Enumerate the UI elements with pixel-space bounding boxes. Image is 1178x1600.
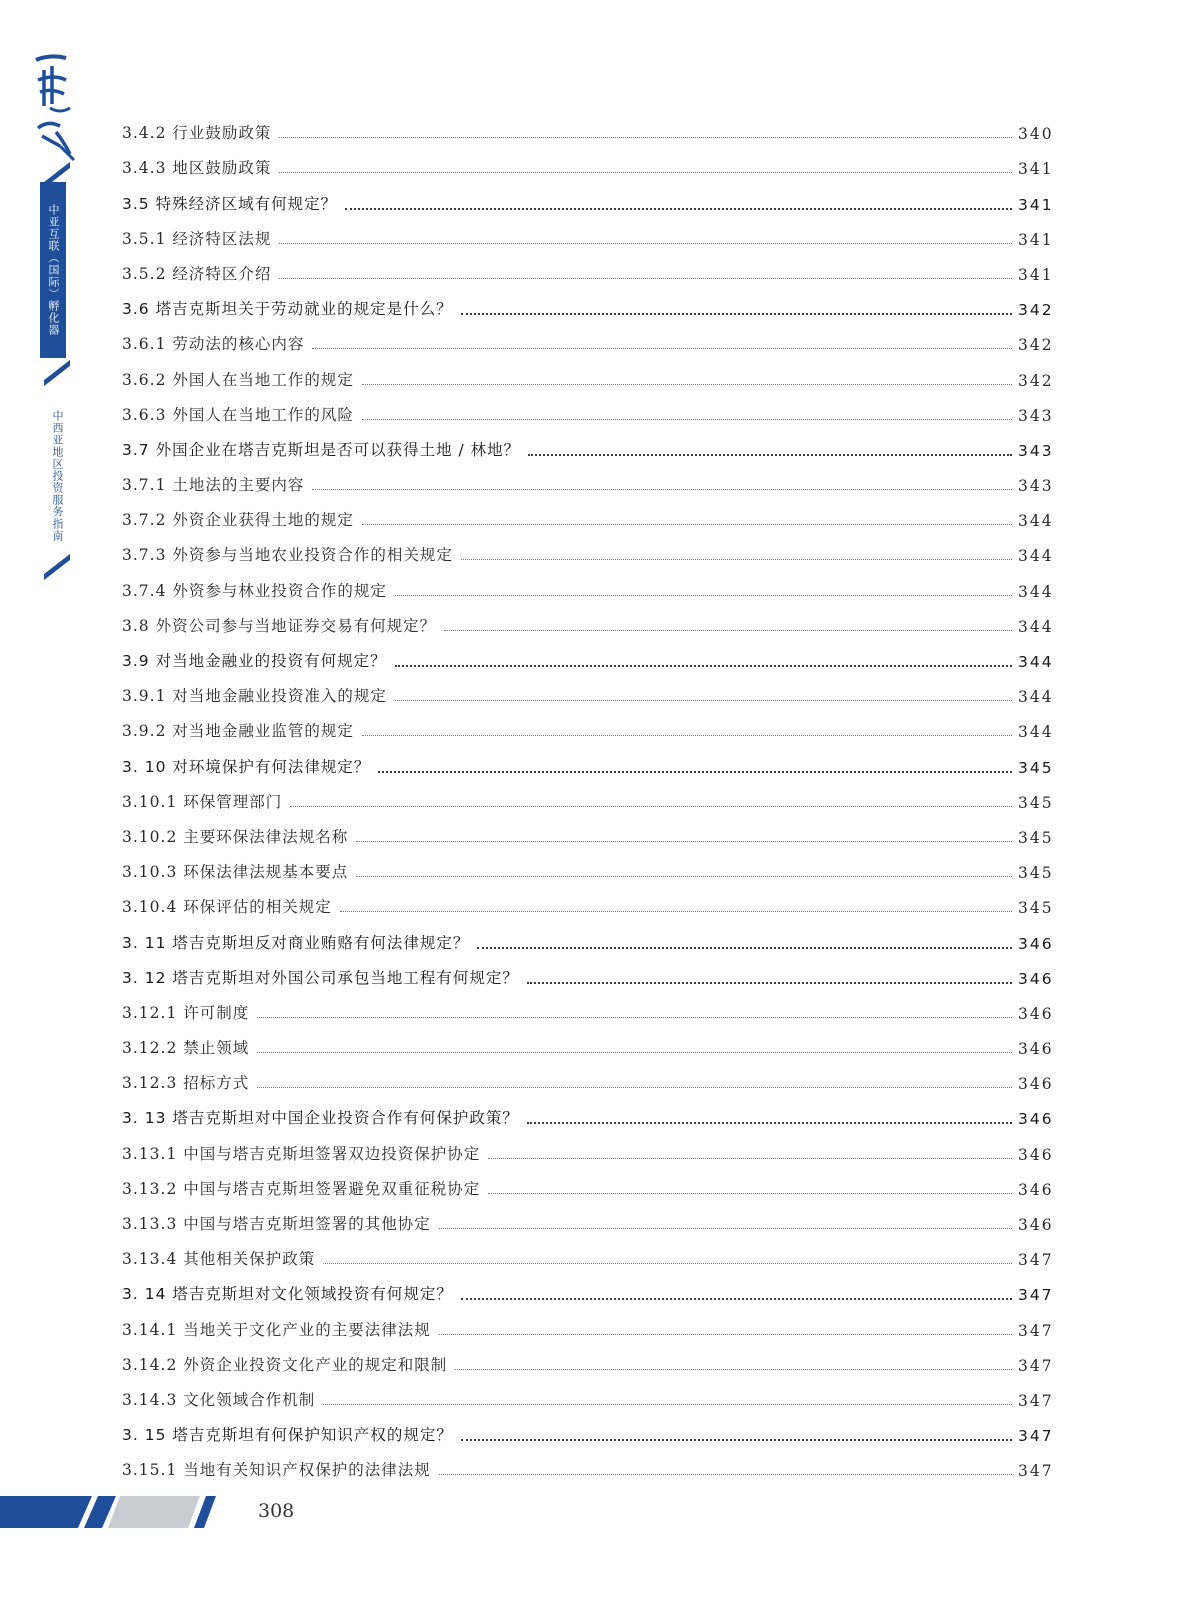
toc-section-entry[interactable] [122, 1414, 1052, 1449]
toc-entry-title: 3.8 外资公司参与当地证券交易有何规定？ [122, 616, 437, 635]
toc-entry-page: 344 [1018, 582, 1054, 601]
toc-entry-page: 341 [1018, 160, 1054, 179]
toc-subsection-entry[interactable] [122, 1379, 1052, 1414]
toc-entry-title: 3.5.2 经济特区介绍 [122, 264, 272, 283]
toc-entry-title: 3.13.3 中国与塔吉克斯坦签署的其他协定 [122, 1215, 431, 1233]
toc-subsection-entry[interactable] [122, 992, 1052, 1027]
toc-leader-dots [527, 981, 1012, 984]
toc-leader-dots [362, 734, 1012, 736]
toc-leader-dots [279, 136, 1012, 138]
belt-road-logo [30, 46, 80, 166]
toc-entry-page: 345 [1018, 828, 1054, 847]
page-number: 308 [258, 1500, 295, 1522]
toc-entry-page: 346 [1018, 1180, 1054, 1199]
toc-entry-title: 3.6.2 外国人在当地工作的规定 [122, 370, 354, 389]
toc-entry-title: 3. 13 塔吉克斯坦对中国企业投资合作有何保护政策？ [122, 1109, 519, 1128]
toc-subsection-entry[interactable] [122, 218, 1052, 253]
guide-title-band: 中西亚地区投资服务指南 [46, 400, 68, 552]
toc-entry-page: 347 [1018, 1462, 1054, 1481]
toc-leader-dots [527, 1121, 1012, 1124]
toc-section-entry[interactable] [122, 288, 1052, 323]
toc-entry-title: 3.13.4 其他相关保护政策 [122, 1250, 316, 1269]
toc-entry-title: 3. 10 对环境保护有何法律规定？ [122, 757, 371, 776]
toc-leader-dots [290, 805, 1012, 807]
toc-section-entry[interactable] [122, 1097, 1052, 1132]
toc-leader-dots [340, 910, 1012, 912]
toc-section-entry[interactable] [122, 182, 1052, 217]
toc-section-entry[interactable] [122, 1273, 1052, 1308]
toc-entry-title: 3.13.2 中国与塔吉克斯坦签署避免双重征税协定 [122, 1179, 481, 1198]
toc-leader-dots [461, 558, 1012, 560]
toc-entry-page: 344 [1018, 723, 1054, 742]
incubator-band: 中亚互联（国际）孵化器 [40, 182, 66, 358]
toc-entry-title: 3.14.3 文化领域合作机制 [122, 1390, 316, 1409]
toc-subsection-entry[interactable] [122, 1308, 1052, 1343]
toc-entry-title: 3.7.3 外资参与当地农业投资合作的相关规定 [122, 546, 453, 565]
toc-leader-dots [488, 1192, 1012, 1194]
toc-leader-dots [279, 242, 1012, 244]
toc-entry-title: 3.6.3 外国人在当地工作的风险 [122, 405, 354, 424]
toc-subsection-entry[interactable] [122, 781, 1052, 816]
toc-entry-page: 343 [1018, 441, 1054, 460]
toc-leader-dots [439, 1227, 1012, 1229]
toc-entry-page: 347 [1018, 1356, 1054, 1375]
toc-entry-title: 3.9 对当地金融业的投资有何规定？ [122, 652, 387, 670]
toc-leader-dots [279, 171, 1012, 173]
toc-entry-page: 342 [1018, 301, 1054, 320]
toc-entry-page: 341 [1018, 230, 1054, 249]
toc-section-entry[interactable] [122, 921, 1052, 956]
toc-entry-page: 344 [1018, 688, 1054, 707]
toc-entry-page: 343 [1018, 406, 1054, 425]
toc-leader-dots [395, 664, 1012, 667]
toc-subsection-entry[interactable] [122, 323, 1052, 358]
toc-entry-page: 343 [1018, 477, 1054, 496]
toc-entry-title: 3. 12 塔吉克斯坦对外国公司承包当地工程有何规定？ [122, 968, 519, 987]
toc-entry-page: 340 [1018, 125, 1054, 144]
toc-entry-title: 3.12.1 许可制度 [122, 1003, 250, 1022]
toc-entry-page: 342 [1018, 336, 1054, 355]
toc-leader-dots [312, 347, 1012, 349]
toc-leader-dots [323, 1262, 1012, 1264]
toc-section-entry[interactable] [122, 640, 1052, 675]
toc-subsection-entry[interactable] [122, 605, 1052, 640]
toc-entry-title: 3.6 塔吉克斯坦关于劳动就业的规定是什么？ [122, 300, 453, 319]
toc-entry-title: 3.10.1 环保管理部门 [122, 792, 283, 811]
toc-entry-title: 3.7.2 外资企业获得土地的规定 [122, 511, 354, 530]
toc-entry-title: 3.12.2 禁止领域 [122, 1039, 250, 1058]
toc-subsection-entry[interactable] [122, 464, 1052, 499]
toc-entry-page: 346 [1018, 1040, 1054, 1059]
toc-entry-page: 346 [1018, 1216, 1054, 1234]
toc-entry-page: 344 [1018, 653, 1054, 671]
toc-subsection-entry[interactable] [122, 569, 1052, 604]
toc-leader-dots [378, 770, 1012, 773]
toc-leader-dots [395, 699, 1012, 701]
toc-subsection-entry[interactable] [122, 710, 1052, 745]
toc-entry-title: 3. 15 塔吉克斯坦有何保护知识产权的规定？ [122, 1426, 453, 1445]
toc-entry-title: 3.7.4 外资参与林业投资合作的规定 [122, 581, 387, 600]
toc-leader-dots [356, 840, 1012, 842]
toc-section-entry[interactable] [122, 957, 1052, 992]
toc-entry-page: 346 [1018, 934, 1054, 953]
toc-entry-page: 346 [1018, 1075, 1054, 1094]
toc-entry-title: 3.13.1 中国与塔吉克斯坦签署双边投资保护协定 [122, 1144, 481, 1163]
toc-subsection-entry[interactable] [122, 816, 1052, 851]
toc-leader-dots [488, 1157, 1012, 1159]
toc-leader-dots [477, 946, 1012, 949]
toc-entry-page: 347 [1018, 1251, 1054, 1270]
toc-entry-title: 3.10.2 主要环保法律法规名称 [122, 827, 349, 846]
toc-entry-page: 345 [1018, 793, 1054, 812]
toc-subsection-entry[interactable] [122, 1027, 1052, 1062]
band-divider [44, 554, 70, 580]
toc-leader-dots [257, 1016, 1012, 1018]
toc-leader-dots [439, 1333, 1012, 1335]
toc-subsection-entry[interactable] [122, 112, 1052, 147]
toc-leader-dots [323, 1403, 1012, 1405]
toc-entry-title: 3.14.1 当地关于文化产业的主要法律法规 [122, 1320, 431, 1339]
toc-entry-title: 3.7.1 土地法的主要内容 [122, 476, 305, 495]
toc-entry-page: 347 [1018, 1427, 1054, 1446]
toc-entry-title: 3.7 外国企业在塔吉克斯坦是否可以获得土地 / 林地？ [122, 440, 521, 459]
toc-entry-page: 347 [1018, 1286, 1054, 1305]
toc-entry-title: 3. 11 塔吉克斯坦反对商业贿赂有何法律规定？ [122, 933, 470, 952]
footer-stripes [0, 1492, 240, 1532]
toc-subsection-entry[interactable] [122, 1238, 1052, 1273]
toc-entry-title: 3.6.1 劳动法的核心内容 [122, 335, 305, 354]
toc-subsection-entry[interactable] [122, 253, 1052, 288]
toc-leader-dots [257, 1051, 1012, 1053]
toc-subsection-entry[interactable] [122, 1449, 1052, 1484]
toc-entry-title: 3.5 特殊经济区域有何规定？ [122, 194, 338, 213]
toc-entry-page: 344 [1018, 617, 1054, 636]
toc-entry-page: 346 [1018, 1004, 1054, 1023]
toc-entry-title: 3.9.1 对当地金融业投资准入的规定 [122, 687, 387, 706]
toc-subsection-entry[interactable] [122, 1132, 1052, 1167]
toc-entry-title: 3. 14 塔吉克斯坦对文化领域投资有何规定？ [122, 1285, 453, 1304]
toc-entry-page: 344 [1018, 512, 1054, 531]
toc-leader-dots [345, 207, 1012, 210]
toc-leader-dots [362, 523, 1012, 525]
toc-entry-page: 347 [1018, 1391, 1054, 1410]
toc-entry-title: 3.10.4 环保评估的相关规定 [122, 898, 332, 917]
toc-leader-dots [455, 1368, 1012, 1370]
toc-entry-page: 346 [1018, 969, 1054, 988]
toc-subsection-entry[interactable] [122, 534, 1052, 569]
toc-entry-page: 341 [1018, 195, 1054, 214]
toc-entry-page: 345 [1018, 864, 1054, 883]
toc-subsection-entry[interactable] [122, 675, 1052, 710]
toc-section-entry[interactable] [122, 745, 1052, 780]
toc-entry-title: 3.9.2 对当地金融业监管的规定 [122, 722, 354, 741]
toc-entry-title: 3.14.2 外资企业投资文化产业的规定和限制 [122, 1355, 448, 1374]
toc-subsection-entry[interactable] [122, 886, 1052, 921]
toc-entry-page: 347 [1018, 1321, 1054, 1340]
toc-entry-page: 342 [1018, 371, 1054, 390]
toc-leader-dots [356, 875, 1012, 877]
toc-leader-dots [312, 488, 1012, 490]
toc-subsection-entry[interactable] [122, 1203, 1052, 1238]
toc-subsection-entry[interactable] [122, 499, 1052, 534]
toc-leader-dots [279, 277, 1012, 279]
toc-entry-title: 3.4.3 地区鼓励政策 [122, 159, 272, 178]
toc-subsection-entry[interactable] [122, 394, 1052, 429]
band-divider [44, 360, 70, 386]
table-of-contents [122, 112, 1052, 1484]
toc-leader-dots [461, 312, 1012, 315]
toc-leader-dots [257, 1086, 1012, 1088]
toc-entry-page: 346 [1018, 1145, 1054, 1164]
toc-entry-title: 3.4.2 行业鼓励政策 [122, 124, 272, 143]
toc-leader-dots [362, 383, 1012, 385]
toc-entry-title: 3.15.1 当地有关知识产权保护的法律法规 [122, 1461, 431, 1480]
toc-subsection-entry[interactable] [122, 358, 1052, 393]
toc-entry-page: 346 [1018, 1110, 1054, 1129]
toc-leader-dots [395, 594, 1012, 596]
toc-subsection-entry[interactable] [122, 1344, 1052, 1379]
toc-entry-title: 3.10.3 环保法律法规基本要点 [122, 863, 349, 882]
toc-subsection-entry[interactable] [122, 1062, 1052, 1097]
toc-section-entry[interactable] [122, 429, 1052, 464]
toc-leader-dots [461, 1297, 1012, 1300]
toc-leader-dots [528, 453, 1012, 456]
toc-entry-page: 345 [1018, 758, 1054, 777]
toc-entry-title: 3.12.3 招标方式 [122, 1074, 250, 1093]
toc-leader-dots [362, 418, 1012, 420]
toc-leader-dots [439, 1473, 1012, 1475]
toc-leader-dots [444, 629, 1012, 631]
toc-entry-page: 344 [1018, 547, 1054, 566]
toc-subsection-entry[interactable] [122, 147, 1052, 182]
toc-leader-dots [461, 1438, 1012, 1441]
toc-entry-page: 341 [1018, 265, 1054, 284]
toc-subsection-entry[interactable] [122, 851, 1052, 886]
toc-entry-title: 3.5.1 经济特区法规 [122, 229, 272, 248]
toc-subsection-entry[interactable] [122, 1168, 1052, 1203]
toc-entry-page: 345 [1018, 899, 1054, 918]
